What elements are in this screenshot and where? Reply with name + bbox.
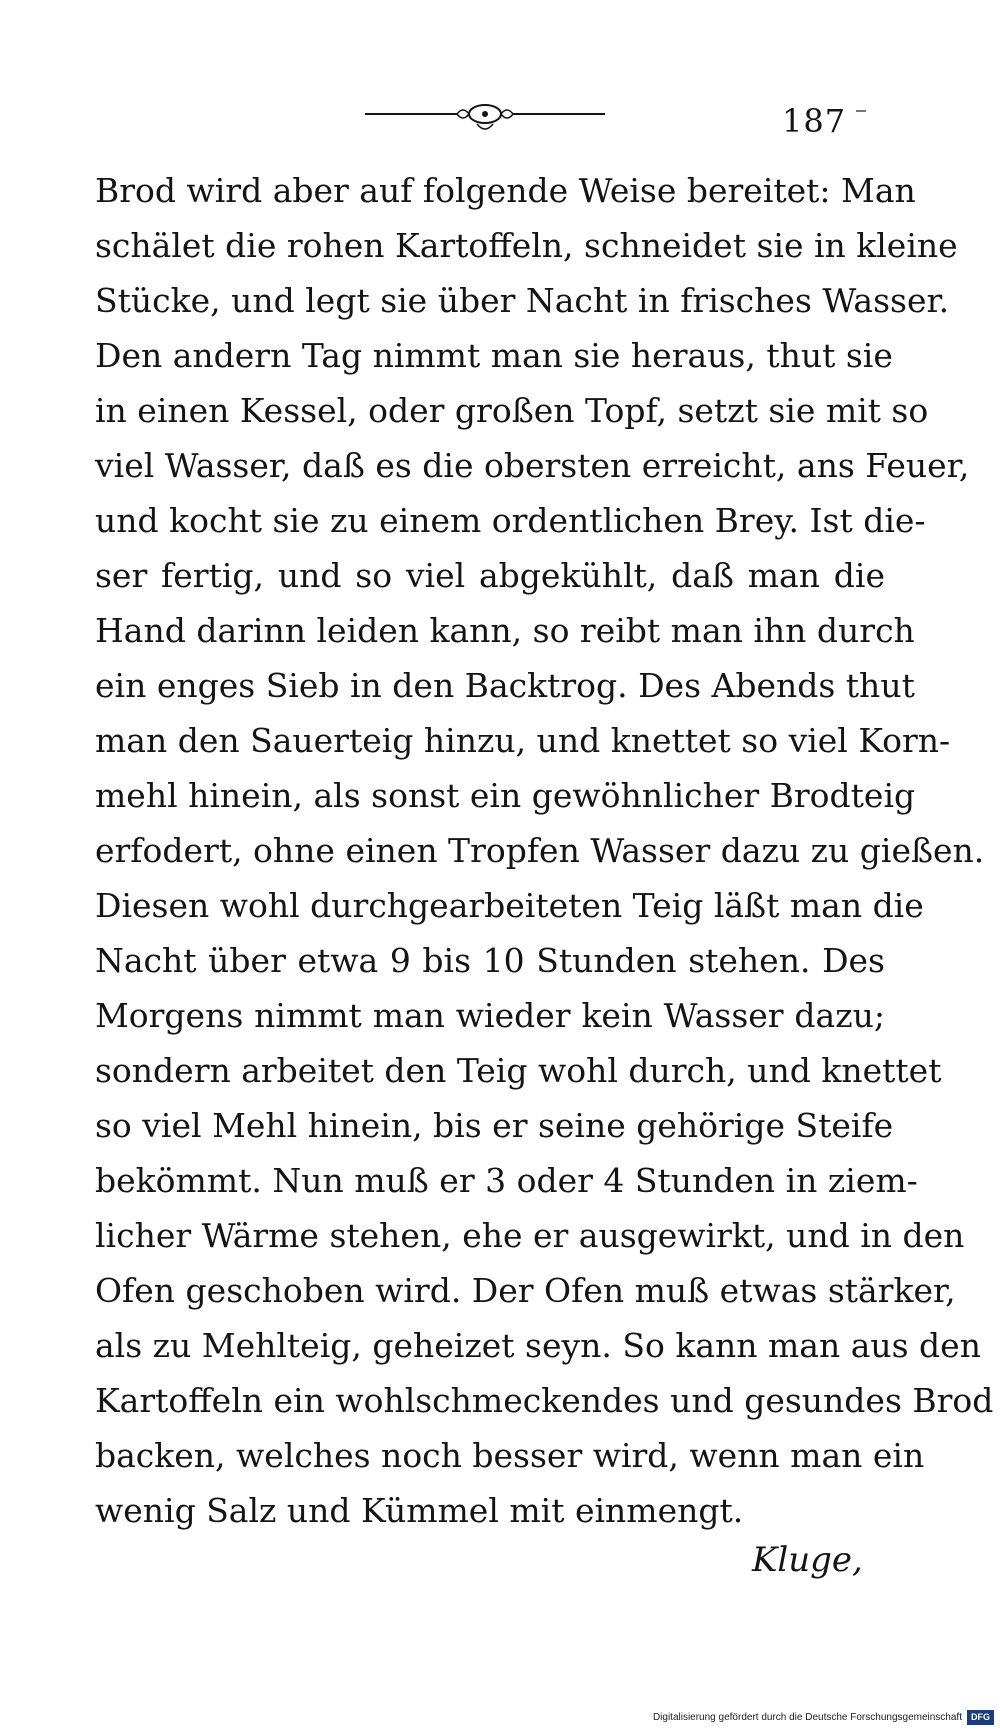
text-line: Brod wird aber auf folgende Weise bereitet: Man bbox=[95, 171, 916, 210]
text-line: Morgens nimmt man wieder kein Wasser dazu; bbox=[95, 996, 885, 1035]
text-line: Den andern Tag nimmt man sie heraus, thut sie bbox=[95, 336, 893, 375]
text-line: in einen Kessel, oder großen Topf, setzt sie mit so bbox=[95, 391, 929, 430]
page-number: 187 bbox=[782, 102, 847, 140]
page-number-mark bbox=[856, 110, 866, 112]
page-header bbox=[0, 100, 1000, 140]
ornament-divider-icon bbox=[365, 100, 605, 140]
text-line: viel Wasser, daß es die obersten erreicht, ans Feuer, bbox=[95, 446, 970, 485]
text-line: und kocht sie zu einem ordentlichen Brey. Ist die- bbox=[95, 501, 926, 540]
text-line: schälet die rohen Kartoffeln, schneidet sie in kleine bbox=[95, 226, 958, 265]
dfg-logo-icon: DFG bbox=[967, 1710, 994, 1725]
text-line: Hand darinn leiden kann, so reibt man ihn durch bbox=[95, 611, 915, 650]
text-line: sondern arbeitet den Teig wohl durch, und knettet bbox=[95, 1051, 942, 1090]
text-line: Kartoffeln ein wohlschmeckendes und gesundes Brod bbox=[95, 1381, 994, 1420]
credit-text: Digitalisierung gefördert durch die Deutsche Forschungsgemeinschaft bbox=[652, 1712, 962, 1723]
text-line: backen, welches noch besser wird, wenn man ein bbox=[95, 1436, 925, 1475]
text-line: mehl hinein, als sonst ein gewöhnlicher Brodteig bbox=[95, 776, 916, 815]
text-line: erfodert, ohne einen Tropfen Wasser dazu zu gießen. bbox=[95, 831, 985, 870]
text-line: wenig Salz und Kümmel mit einmengt. bbox=[95, 1491, 744, 1530]
text-line: Diesen wohl durchgearbeiteten Teig läßt man die bbox=[95, 886, 924, 925]
text-line: Ofen geschoben wird. Der Ofen muß etwas stärker, bbox=[95, 1271, 956, 1310]
text-line: ein enges Sieb in den Backtrog. Des Abends thut bbox=[95, 666, 915, 705]
text-line: man den Sauerteig hinzu, und knettet so viel Korn- bbox=[95, 721, 951, 760]
text-line: Nacht über etwa 9 bis 10 Stunden stehen. Des bbox=[95, 941, 885, 980]
text-line: so viel Mehl hinein, bis er seine gehörige Steife bbox=[95, 1106, 894, 1145]
text-line: Stücke, und legt sie über Nacht in frisches Wasser. bbox=[95, 281, 950, 320]
text-line: ser fertig, und so viel abgekühlt, daß man die bbox=[95, 556, 885, 595]
digitization-credit bbox=[653, 1710, 994, 1725]
body-text bbox=[95, 163, 994, 1538]
catchword: Kluge, bbox=[752, 1540, 863, 1580]
text-line: als zu Mehlteig, geheizet seyn. So kann man aus den bbox=[95, 1326, 981, 1365]
text-line: licher Wärme stehen, ehe er ausgewirkt, und in den bbox=[95, 1216, 965, 1255]
text-line: bekömmt. Nun muß er 3 oder 4 Stunden in ziem- bbox=[95, 1161, 918, 1200]
